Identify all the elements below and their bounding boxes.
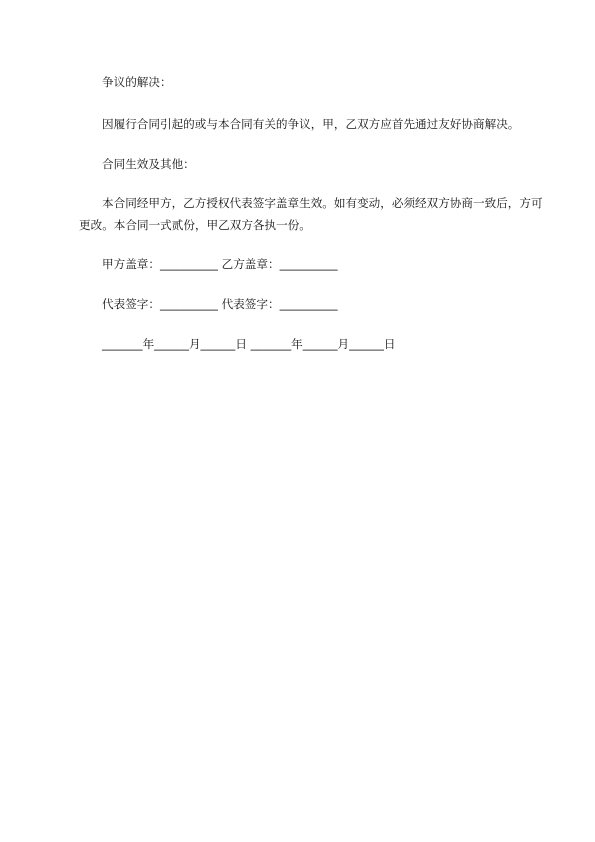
dispute-resolution-paragraph: 因履行合同引起的或与本合同有关的争议，甲，乙双方应首先通过友好协商解决。 bbox=[102, 117, 520, 131]
signature-line: 代表签字：__________ 代表签字：__________ bbox=[102, 297, 338, 311]
contract-effect-paragraph: 本合同经甲方，乙方授权代表签字盖章生效。如有变动，必须经双方协商一致后，方可更改。本合同一式贰份，甲乙双方各执一份。 bbox=[79, 196, 543, 232]
heading-dispute-resolution: 争议的解决： bbox=[102, 75, 172, 89]
date-line: _______年______月______日 _______年______月______日 bbox=[102, 337, 396, 351]
heading-contract-effect: 合同生效及其他： bbox=[102, 157, 195, 171]
seal-line: 甲方盖章：__________ 乙方盖章：__________ bbox=[102, 257, 338, 271]
